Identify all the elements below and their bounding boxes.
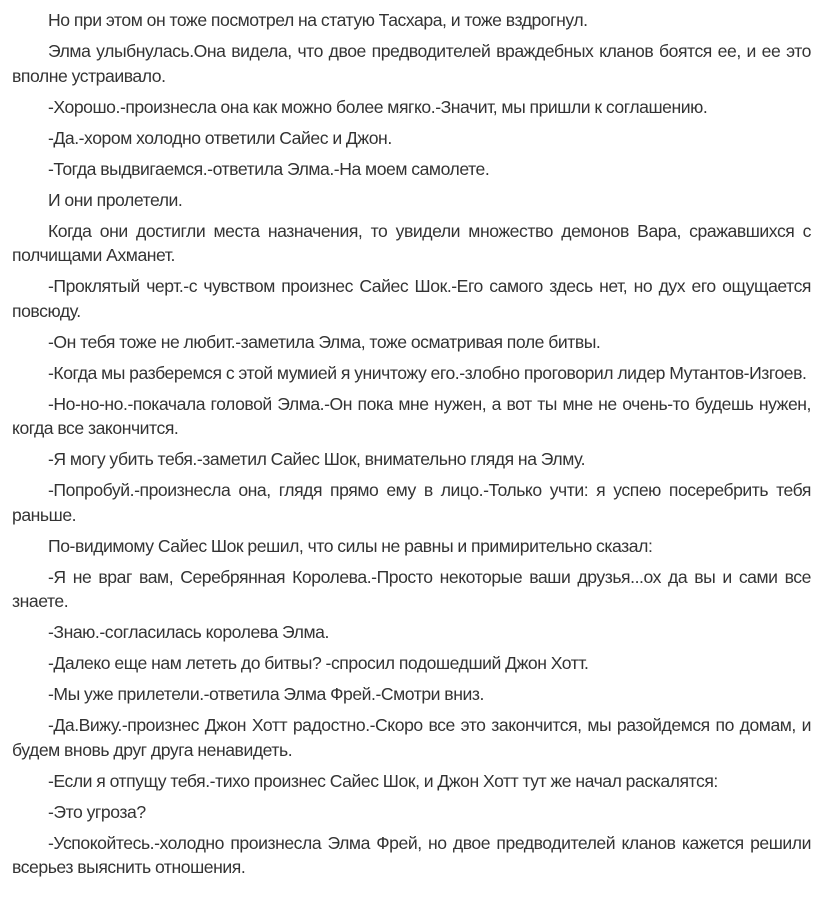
paragraph: -Проклятый черт.-с чувством произнес Сайес Шок.-Его самого здесь нет, но дух его ощущается повсюду. [12,276,811,321]
paragraph: По-видимому Сайес Шок решил, что силы не равны и примирительно сказал: [48,535,653,556]
paragraph: -Это угроза? [48,801,146,822]
paragraph: -Попробуй.-произнесла она, глядя прямо ему в лицо.-Только учти: я успею посеребрить тебя раньше. [12,480,811,525]
paragraph: Когда они достигли места назначения, то увидели множество демонов Вара, сражавшихся с полчищами Ахманет. [12,220,811,265]
paragraph: -Хорошо.-произнесла она как можно более мягко.-Значит, мы пришли к соглашению. [48,96,708,117]
story-text [12,8,811,886]
paragraph: -Да.-хором холодно ответили Сайес и Джон. [48,127,392,148]
paragraph: -Тогда выдвигаемся.-ответила Элма.-На моем самолете. [48,158,490,179]
paragraph: -Далеко еще нам лететь до битвы? -спросил подошедший Джон Хотт. [48,653,589,673]
paragraph: -Успокойтесь.-холодно произнесла Элма Фрей, но двое предводителей кланов кажется решили всерьез выяснить отношения. [12,832,811,877]
paragraph: -Если я отпущу тебя.-тихо произнес Сайес Шок, и Джон Хотт тут же начал раскалятся: [48,770,718,791]
paragraph: -Знаю.-согласилась королева Элма. [48,622,329,642]
paragraph: -Он тебя тоже не любит.-заметила Элма, тоже осматривая поле битвы. [48,331,601,352]
paragraph: -Когда мы разберемся с этой мумией я уничтожу его.-злобно проговорил лидер Мутантов-Изгоев. [48,362,807,383]
paragraph: -Да.Вижу.-произнес Джон Хотт радостно.-Скоро все это закончится, мы разойдемся по домам, и будем вновь друг друга ненавидеть. [12,715,811,760]
paragraph: Элма улыбнулась.Она видела, что двое предводителей враждебных кланов боятся ее, и ее это вполне устраивало. [12,41,811,86]
paragraph: Но при этом он тоже посмотрел на статую Тасхара, и тоже вздрогнул. [48,10,588,30]
paragraph: -Но-но-но.-покачала головой Элма.-Он пока мне нужен, а вот ты мне не очень-то будешь нужен, когда все закончится. [12,393,811,438]
paragraph: -Я могу убить тебя.-заметил Сайес Шок, внимательно глядя на Элму. [48,449,586,469]
paragraph: -Мы уже прилетели.-ответила Элма Фрей.-Смотри вниз. [48,684,484,704]
paragraph: И они пролетели. [48,189,183,210]
paragraph: -Я не враг вам, Серебрянная Королева.-Просто некоторые ваши друзья...ох да вы и сами все знаете. [12,566,811,611]
